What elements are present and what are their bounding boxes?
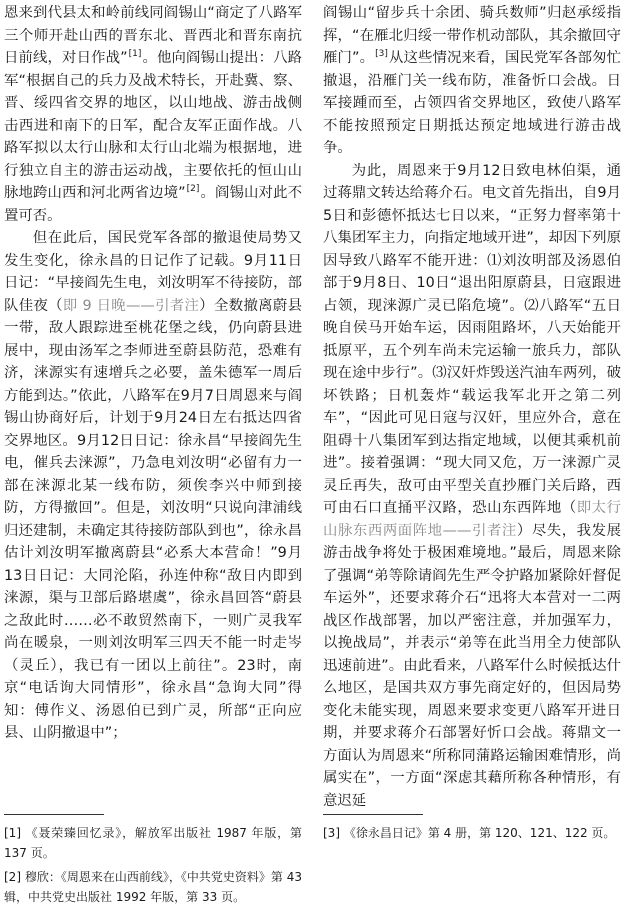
text-run: 但在此后，国民党军各部的撤退使局势又发生变化，徐永昌的日记作了记载。9月11日日记：“早接阎先生电，刘汝明军不待接防，部队佳夜（ [4,230,302,314]
footnote-label: [3] [323,826,340,840]
footnote-divider [4,814,104,815]
text-run: 。他向阎锡山提出：八路军“根据自己的兵力及战术特长，开赴冀、察、晋、绥四省交界的地区，以山地战、游击战侧击西进和南下的日军，配合友军正面作战。八路军拟以太行山脉和太行山北端为根据地，进行独立自主的游击运动战，主要依托的恒山山脉地跨山西和河北两省边境” [4,50,302,201]
footnote-text: 《聂荣臻回忆录》，解放军出版社 1987 年版，第 137 页。 [4,826,302,860]
left-column [4,2,302,904]
right-column [323,2,621,840]
footnote-text: 《徐永昌日记》第 4 册，第 120、121、122 页。 [343,826,616,840]
footnote [4,823,302,863]
footnote-ref: [1] [128,49,142,60]
footnote-ref: [2] [186,184,200,195]
text-run: ）全数撤离蔚县一带，敌人跟踪进至桃花堡之线，仍向蔚县进展中，现由汤军之李师进至蔚县防范，恐难有济，涞源实有速增兵之必要，盖朱德军一周后方能到达。”依此，八路军在9月7日周恩来与阎锡山协商好后，计划于9月24日左右抵达四省交界地区。9月12日日记：徐永昌“早接阎先生电，催兵去涞源”，乃急电刘汝明“必留有力一部在涞源北某一线布防，须俟李兴中师到接防，方得撤回”。但是，刘汝明“只说向津浦线归还建制，未确定其待接防部队到也”，徐永昌估计刘汝明军撤离蔚县“必系大本营命！”9月13日日记：大同沦陷，孙连仲称“敌日内即到涞源，渠与卫部后路堪虞”，徐永昌回答“蔚县之敌此时……必不敢贸然南下，一则广灵我军尚在暖泉，一则刘汝明军三四天不能一时走岑（灵丘），我已有一团以上前往”。23时，南京“电话询大同情形”，徐永昌“急询大同”得知：傅作义、汤恩伯已到广灵，所部“正向应县、山阴撤退中”； [4,297,302,741]
text-run: 从这些情况来看，国民党军各部匆忙撤退，沿雁门关一线布防，准备忻口会战。日军接踵而至，占领四省交界地区，致使八路军不能按照预定日期抵达预定地域进行游击战争。 [323,50,621,156]
left-column-text [4,2,302,792]
footnote-label: [1] [4,826,21,840]
paragraph [323,2,621,160]
paragraph [4,2,302,227]
footnote-text: 穆欣：《周恩来在山西前线》，《中共党史资料》第 43 辑，中共党史出版社 1992 年版，第 33 页。 [4,870,302,904]
text-run: 恩来到代县太和岭前线同阎锡山“商定了八路军三个师开赴山西的晋东北、晋西北和晋东南抗日前线，对日作战” [4,5,302,66]
footnote [4,867,302,907]
paragraph [323,160,621,813]
text-run: 。阎锡山对此不置可否。 [4,185,302,224]
paragraph [4,227,302,745]
footnotes [4,814,302,911]
text-run: 为此，周恩来于9月12日致电林伯渠，通过蒋鼎文转达给蒋介石。电文首先指出，自9月5日和彭德怀抵达七日以来，“正努力督率第十八集团军主力，向指定地域开进”，却因下列原因导致八路军不能开进：⑴刘汝明部及汤恩伯部于9月8日、10日“退出阳原蔚县，日寇跟进占领，现涞源广灵已陷危境”。⑵八路军“五日晚自侯马开始车运，因雨阻路坏，八天始能开抵原平，五个列车尚未完运输一旅兵力，部队现在途中步行”。⑶汉奸炸毁送汽油车两列，破坏铁路；日机轰炸“载运我军北开之第二列车”，“因此可见日寇与汉奸，里应外合，意在阻碍十八集团军到达指定地域，以便其乘机前进”。接着强调：“现大同又危，万一涞源广灵灵丘再失，敌可由平型关直抄雁门关后路，西可由石口直捅平汉路，恐山东西阵地（ [323,162,621,516]
right-column-text [323,2,621,809]
footnote-ref: [3] [375,49,388,60]
text-run: ）尽失，我发展游击战争将处于极困难境地。”最后，周恩来除了强调“弟等除请阎先生严令护路加紧除奸督促车运外”，还要求蒋介石“迅将大本营对一二两战区作战部署，加以严密注意，并加强军力，以挽战局”，并表示“弟等在此当用全力使部队迅速前进”。由此看来，八路军什么时候抵达什么地区，是国共双方事先商定好的，但因局势变化未能实现，周恩来要求变更八路军开进日期，并要求蒋介石部署好忻口会战。蒋鼎文一方面认为周恩来“所称同蒲路运输困难情形，尚属实在”，一方面“深虑其藉所称各种情形，有意迟延 [323,522,621,809]
text-run: 阎锡山“留步兵十余团、骑兵数师”归赵承绥指挥，“在雁北归绥一带作机动部队，其余撤回守雁门”。 [323,5,621,66]
editor-note: 即太行山脉东西两面阵地——引者注 [323,500,621,539]
footnote-label: [2] [4,870,21,884]
footnote [323,823,621,843]
footnote-divider [323,814,423,815]
footnotes [323,814,621,847]
editor-note: 即 9 日晚——引者注 [62,297,200,314]
